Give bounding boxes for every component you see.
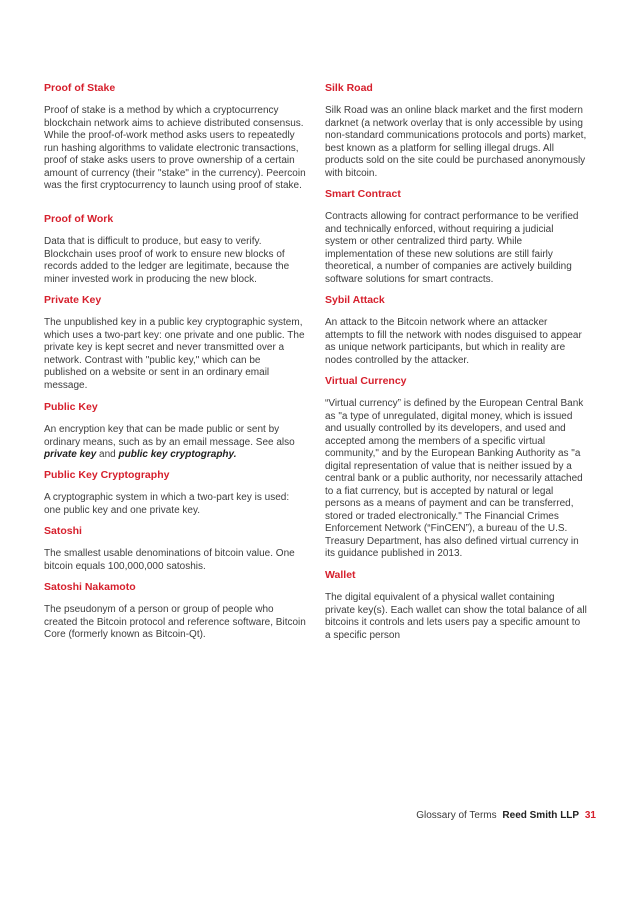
term-heading: Proof of Work — [44, 213, 114, 225]
term-heading: Silk Road — [325, 82, 373, 94]
term-definition: Data that is difficult to produce, but easy to verify. Blockchain uses proof of work to ensure new blocks of records added to the ledger are legitimate, because the miner invested work in producing the new block. — [44, 236, 290, 285]
term-definition: The digital equivalent of a physical wallet containing private key(s). Each wallet can show the total balance of all bitcoins it controls and lets users pay a specific amount to a specific person — [325, 592, 587, 641]
term-definition: The pseudonym of a person or group of people who created the Bitcoin protocol and reference software, Bitcoin Core (formerly known as Bitcoin-Qt). — [44, 604, 306, 640]
entry-sybil-attack — [325, 294, 587, 367]
entry-smart-contract — [325, 188, 587, 286]
term-heading: Smart Contract — [325, 188, 401, 200]
term-definition: Silk Road was an online black market and the first modern darknet (a network overlay that is only accessible by using non-standard communications protocols and ports) market, best known as a platform for selling illegal drugs. All products sold on the site could be purchased anonymously with bitcoin. — [325, 105, 587, 179]
term-definition: The unpublished key in a public key cryptographic system, which uses a two-part key: one private and one public. The private key is kept secret and never transmitted over a network. Contrast with "public key," which can be published on a website or sent in an ordinary email message. — [44, 317, 305, 391]
entry-satoshi-nakamoto — [44, 581, 306, 642]
entry-private-key — [44, 294, 306, 392]
cross-reference-private-key: private key — [44, 449, 97, 460]
entry-virtual-currency — [325, 375, 587, 561]
entry-silk-road — [325, 82, 587, 180]
term-heading: Sybil Attack — [325, 294, 385, 306]
entry-proof-of-work — [44, 213, 306, 286]
term-definition: The smallest usable denominations of bitcoin value. One bitcoin equals 100,000,000 satoshis. — [44, 548, 295, 572]
term-heading: Wallet — [325, 569, 356, 581]
entry-public-key — [44, 401, 306, 462]
term-heading: Public Key — [44, 401, 98, 413]
footer-section-title: Glossary of Terms — [416, 810, 497, 821]
term-definition: Proof of stake is a method by which a cryptocurrency blockchain network aims to achieve distributed consensus. While the proof-of-work method asks users to repeatedly run hashing algorithms to validate electronic transactions, proof of stake asks users to prove ownership of a certain amount of currency (their "stake" in the currency). Peercoin was the first cryptocurrency to launch using proof of stake. — [44, 105, 306, 191]
footer-firm-name: Reed Smith LLP — [502, 810, 580, 821]
entry-satoshi — [44, 525, 306, 573]
entry-public-key-cryptography — [44, 469, 306, 517]
page-footer — [416, 810, 596, 822]
page-number: 31 — [584, 810, 596, 821]
definition-joiner: and — [96, 449, 119, 460]
entry-wallet — [325, 569, 587, 642]
term-heading: Virtual Currency — [325, 375, 407, 387]
term-heading: Private Key — [44, 294, 102, 306]
term-definition: An attack to the Bitcoin network where an attacker attempts to fill the network with nodes disguised to appear as unique network participants, but which in reality are nodes controlled by the attacker. — [325, 317, 582, 366]
term-heading: Satoshi Nakamoto — [44, 581, 136, 593]
cross-reference-public-key-cryptography: public key cryptography. — [118, 449, 237, 460]
term-heading: Satoshi — [44, 525, 82, 537]
term-definition: Contracts allowing for contract performance to be verified and technically enforced, without requiring a judicial system or other centralized third party. While implementation of these new solutions are still fairly theoretical, a number of companies are actively building software solutions for smart contracts. — [325, 211, 579, 285]
definition-text: An encryption key that can be made public or sent by ordinary means, such as by an email message. See also — [44, 424, 295, 448]
term-heading: Proof of Stake — [44, 82, 116, 94]
entry-proof-of-stake — [44, 82, 306, 193]
term-definition: “Virtual currency” is defined by the European Central Bank as "a type of unregulated, digital money, which is issued and usually controlled by its developers, and used and accepted among the members of a specific virtual community," and by the European Banking Authority as "a digital representation of value that is neither issued by a central bank or a public authority, nor necessarily attached to a fiat currency, but is accepted by natural or legal persons as a means of payment and can be transferred, stored or traded electronically." The Financial Crimes Enforcement Network (“FinCEN”), a bureau of the U.S. Treasury Department, has also defined virtual currency in its guidance published in 2013. — [325, 398, 584, 559]
term-definition: A cryptographic system in which a two-part key is used: one public key and one private key. — [44, 492, 290, 516]
term-definition — [44, 424, 306, 462]
term-heading: Public Key Cryptography — [44, 469, 170, 481]
